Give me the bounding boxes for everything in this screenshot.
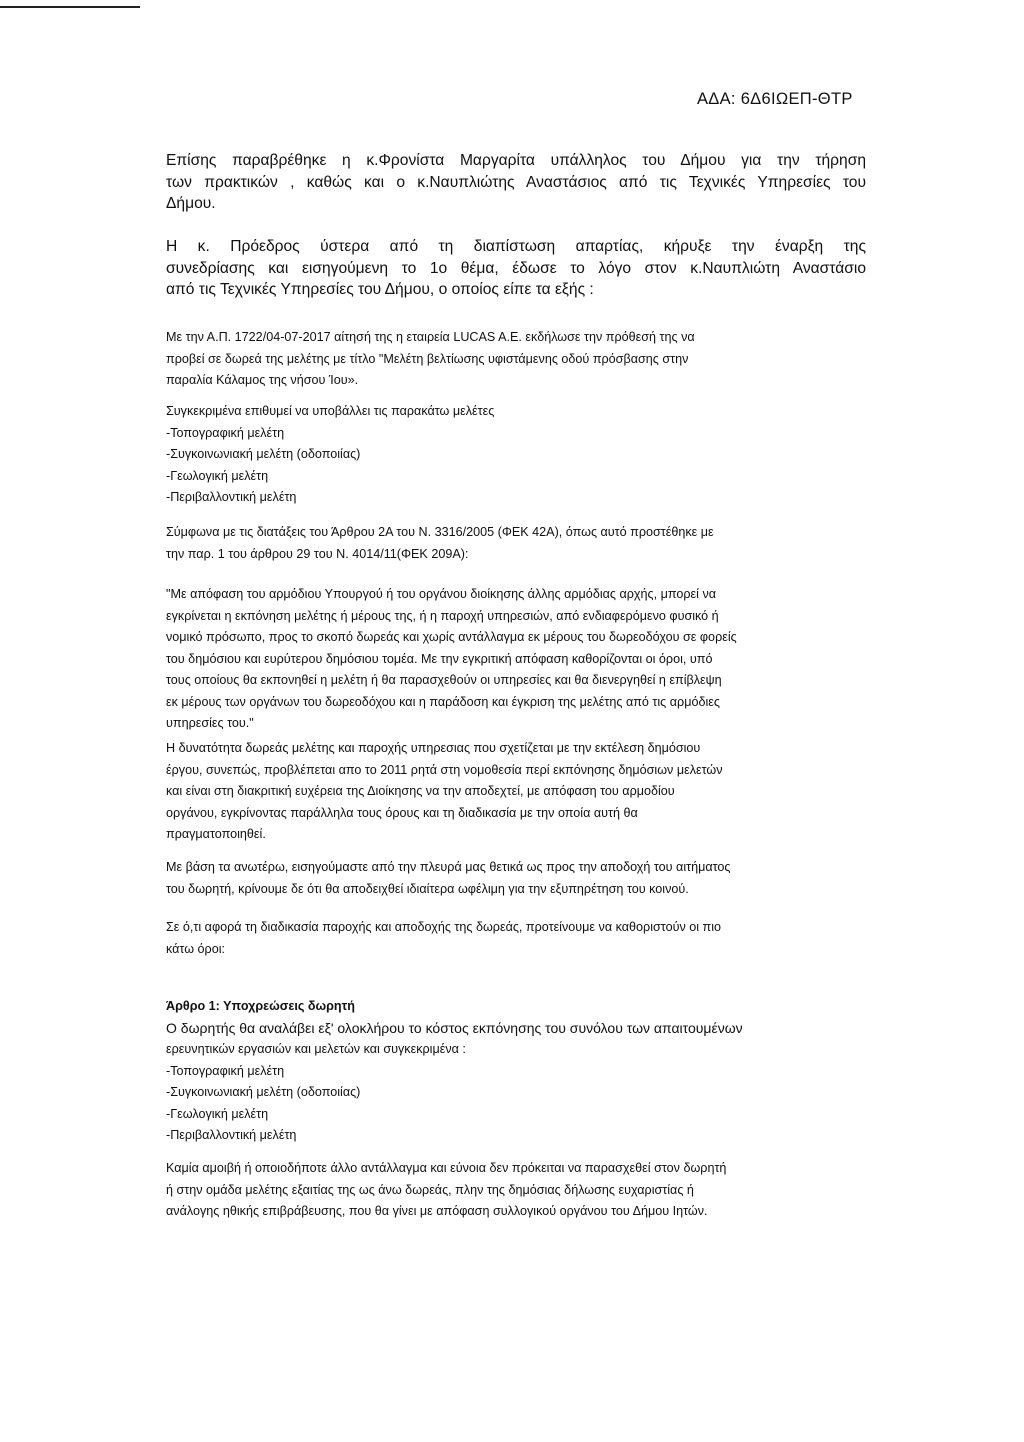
scan-edge-mark	[0, 6, 140, 8]
text-line: Επίσης παραβρέθηκε η κ.Φρονίστα Μαργαρίτα υπάλληλος του Δήμου για την τήρηση	[166, 152, 866, 169]
article-heading: Άρθρο 1: Υποχρεώσεις δωρητή	[166, 999, 355, 1013]
text-line: Δήμου.	[166, 195, 216, 212]
text-line: από τις Τεχνικές Υπηρεσίες του Δήμου, ο οποίος είπε τα εξής :	[166, 281, 594, 298]
paragraph-legal-basis	[166, 522, 866, 565]
list-item: -Συγκοινωνιακή μελέτη (οδοποιίας)	[166, 447, 361, 461]
text-line: έργου, συνεπώς, προβλέπεται απο το 2011 ρητά στη νομοθεσία περί εκπόνησης δημόσιων μελετών	[166, 762, 723, 777]
text-line: "Με απόφαση του αρμόδιου Υπουργού ή του οργάνου διοίκησης άλλης αρμόδιας αρχής, μπορεί να	[166, 587, 717, 601]
paragraph-studies-list	[166, 401, 866, 509]
text-line: ανάλογης ηθικής επιβράβευσης, που θα γίνει με απόφαση συλλογικού οργάνου του Δήμου Ιητών.	[166, 1204, 708, 1218]
text-line: υπηρεσίες του."	[166, 716, 254, 730]
text-line: νομικό πρόσωπο, προς το σκοπό δωρεάς και χωρίς αντάλλαγμα εκ μέρους του δωρεοδόχου σε φορείς	[166, 630, 737, 644]
text-line: την παρ. 1 του άρθρου 29 του Ν. 4014/11(ΦΕΚ 209Α):	[166, 546, 469, 561]
paragraph-donation-possibility	[166, 738, 866, 846]
list-item: -Περιβαλλοντική μελέτη	[166, 1128, 297, 1142]
ada-code: ΑΔΑ: 6Δ6ΙΩΕΠ-ΘΤΡ	[697, 90, 853, 108]
text-line: τους οποίους θα εκπονηθεί η μελέτη ή θα παρασχεθούν οι υπηρεσίες και θα διενεργηθεί η επίβλεψη	[166, 673, 722, 687]
text-line: Η δυνατότητα δωρεάς μελέτης και παροχής υπηρεσιας που σχετίζεται με την εκτέλεση δημόσιου	[166, 741, 701, 755]
list-item: -Γεωλογική μελέτη	[166, 468, 269, 483]
list-item: -Συγκοινωνιακή μελέτη (οδοποιίας)	[166, 1085, 361, 1099]
list-item: -Περιβαλλοντική μελέτη	[166, 490, 297, 504]
paragraph-no-compensation	[166, 1158, 866, 1223]
paragraph-attendance	[166, 150, 866, 215]
text-line: και είναι στη διακριτική ευχέρεια της Διοίκησης να την αποδεχτεί, με απόφαση του αρμοδίου	[166, 784, 675, 798]
text-line: του δωρητή, κρίνουμε δε ότι θα αποδειχθεί ιδιαίτερα ωφέλιμη για την εξυπηρέτηση του κοινού.	[166, 881, 689, 896]
text-line: ερευνητικών εργασιών και μελετών και συγκεκριμένα :	[166, 1042, 466, 1056]
paragraph-law-quote	[166, 584, 866, 735]
paragraph-recommendation	[166, 857, 866, 900]
text-line: Με βάση τα ανωτέρω, εισηγούμαστε από την πλευρά μας θετικά ως προς την αποδοχή του αιτήματος	[166, 860, 731, 874]
text-line: οργάνου, εγκρίνοντας παράλληλα τους όρους και τη διαδικασία με την οποία αυτή θα	[166, 805, 638, 820]
text-line: Καμία αμοιβή ή οποιοδήποτε άλλο αντάλλαγμα και εύνοια δεν πρόκειται να παρασχεθεί στον δωρητή	[166, 1161, 727, 1175]
text-line: του δημόσιου και ευρύτερου δημόσιου τομέα. Με την εγκριτική απόφαση καθορίζονται οι όροι, υπό	[166, 651, 713, 666]
text-line: Σύμφωνα με τις διατάξεις του Άρθρου 2Α του Ν. 3316/2005 (ΦΕΚ 42Α), όπως αυτό προστέθηκε με	[166, 525, 714, 539]
text-line: Σε ό,τι αφορά τη διαδικασία παροχής και αποδοχής της δωρεάς, προτείνουμε να καθοριστούν οι πιο	[166, 920, 722, 934]
text-line: εγκρίνεται η εκπόνηση μελέτης ή μέρους της, ή η παροχή υπηρεσιών, από ενδιαφερόμενο φυσικό ή	[166, 608, 719, 623]
text-line: προβεί σε δωρεά της μελέτης με τίτλο "Μελέτη βελτίωσης υφιστάμενης οδού πρόσβασης στην	[166, 351, 689, 366]
text-line: ή στην ομάδα μελέτης εξαιτίας της ως άνω δωρεάς, πλην της δημόσιας δήλωσης ευχαριστίας ή	[166, 1182, 694, 1197]
list-item: -Τοπογραφική μελέτη	[166, 425, 285, 440]
text-line: πραγματοποιηθεί.	[166, 827, 266, 841]
text-line: Η κ. Πρόεδρος ύστερα από τη διαπίστωση απαρτίας, κήρυξε την έναρξη της	[166, 238, 866, 255]
paragraph-terms-intro	[166, 917, 866, 960]
paragraph-opening	[166, 236, 866, 301]
list-item: -Τοπογραφική μελέτη	[166, 1063, 285, 1078]
text-line: Ο δωρητής θα αναλάβει εξ' ολοκλήρου το κόστος εκπόνησης του συνόλου των απαιτουμένων	[166, 1019, 743, 1036]
text-line: παραλία Κάλαμος της νήσου Ίου».	[166, 373, 359, 387]
text-line: των πρακτικών , καθώς και ο κ.Ναυπλιώτης Αναστάσιος από τις Τεχνικές Υπηρεσίες του	[166, 173, 866, 191]
article-1	[166, 996, 866, 1147]
text-line: εκ μέρους των οργάνων του δωρεοδόχου και η παράδοση και έγκριση της μελέτης από τις αρμόδιες	[166, 694, 720, 709]
paragraph-request	[166, 327, 866, 392]
text-line: κάτω όροι:	[166, 941, 226, 956]
text-line: Συγκεκριμένα επιθυμεί να υποβάλλει τις παρακάτω μελέτες	[166, 404, 495, 418]
text-line: Με την Α.Π. 1722/04-07-2017 αίτησή της η εταιρεία LUCAS A.E. εκδήλωσε την πρόθεσή της να	[166, 330, 695, 344]
list-item: -Γεωλογική μελέτη	[166, 1106, 269, 1121]
text-line: συνεδρίασης και εισηγούμενη το 1ο θέμα, έδωσε το λόγο στον κ.Ναυπλιώτη Αναστάσιο	[166, 259, 866, 277]
